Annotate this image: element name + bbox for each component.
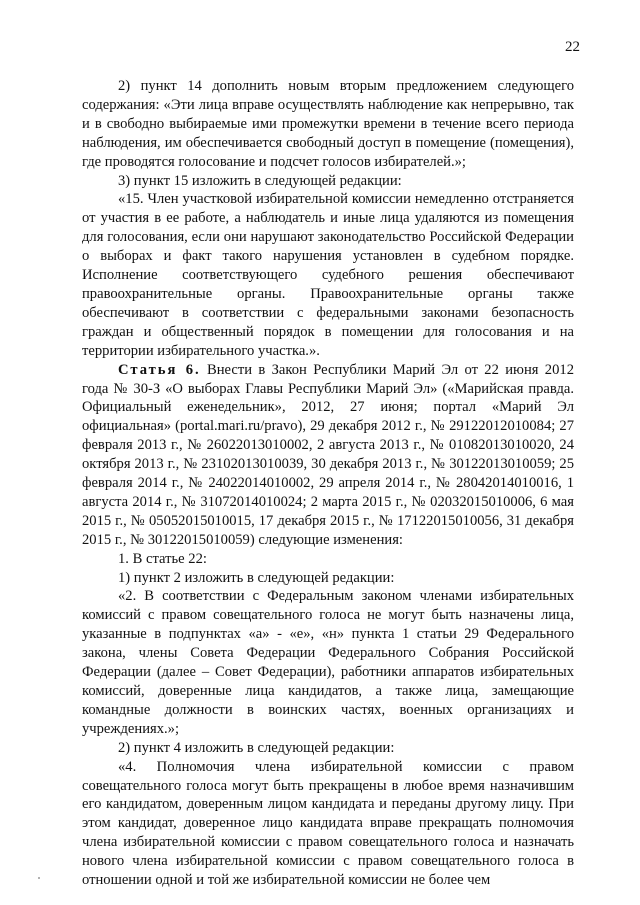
- page-number: 22: [565, 39, 580, 55]
- paragraph-item-15-intro: 3) пункт 15 изложить в следующей редакции:: [118, 172, 402, 189]
- paragraph-item-15-text: «15. Член участковой избирательной комиссии немедленно отстраняется от участия в ее работе, а наблюдатель и иные лица удаляются из помещения для голосования, если они нарушают законодательство Российской Федерации о выборах и факт такого нарушения установлен в судебном порядке. Исполнение соответствующего судебного решения обеспечивают правоохранительные органы. Правоохранительные органы также обеспечивают в соответствии с федеральными законами безопасность граждан и общественный порядок в помещении для голосования и на территории избирательного участка.».: [82, 191, 574, 359]
- article-6-text: Внести в Закон Республики Марий Эл от 22 июня 2012 года № 30-З «О выборах Главы Республики Марий Эл» («Марийская правда. Официальный еженедельник», 2012, 27 июня; портал «Марий Эл официальная» (portal.mari.ru/pravo), 29 декабря 2012 г., № 29122012010084; 27 февраля 2013 г., № 26022013010002, 2 августа 2013 г., № 01082013010020, 24 октября 2013 г., № 23102013010039, 30 декабря 2013 г., № 30122013010059; 25 февраля 2014 г., № 24022014010002, 29 апреля 2014 г., № 28042014010016, 1 августа 2014 г., № 31072014010024; 2 марта 2015 г., № 02032015010006, 6 мая 2015 г., № 05052015010015, 17 декабря 2015 г., № 17122015010056, 31 декабря 2015 г., № 30122015010059) следующие изменения:: [82, 361, 574, 548]
- paragraph-item-2-intro: 1) пункт 2 изложить в следующей редакции:: [118, 569, 395, 586]
- article-6-heading: Статья 6.: [118, 361, 201, 378]
- paragraph-item-14-addition: 2) пункт 14 дополнить новым вторым предложением следующего содержания: «Эти лица вправе осуществлять наблюдение как непрерывно, так и в свободно выбираемые ими промежутки времени в течение всего периода наблюдения, им обеспечивается свободный доступ в помещение (помещения), где проводятся голосование и подсчет голосов избирателей.»;: [82, 78, 574, 170]
- scan-speck: [38, 877, 40, 879]
- document-body: [82, 77, 574, 890]
- paragraph-article-6: [82, 361, 574, 550]
- paragraph-item-4-intro: 2) пункт 4 изложить в следующей редакции:: [118, 739, 395, 756]
- paragraph-item-2-text: «2. В соответствии с Федеральным законом членами избирательных комиссий с правом совещательного голоса не могут быть назначены лица, указанные в подпунктах «а» - «е», «н» пункта 1 статьи 29 Федерального закона, члены Совета Федерации Федерального Собрания Российской Федерации (далее – Совет Федерации), работники аппаратов избирательных комиссий, доверенные лица кандидатов, а также лица, замещающие командные должности в воинских частях, военных организациях и учреждениях.»;: [82, 588, 574, 737]
- paragraph-article-22-intro: 1. В статье 22:: [118, 550, 207, 567]
- paragraph-item-4-text: «4. Полномочия члена избирательной комиссии с правом совещательного голоса могут быть прекращены в любое время назначившим его кандидатом, доверенным лицом кандидата и переданы другому лицу. При этом кандидат, доверенное лицо кандидата вправе прекращать полномочия члена избирательной комиссии с правом совещательного голоса и назначать нового члена избирательной комиссии с правом совещательного голоса в отношении одной и той же избирательной комиссии не более чем: [82, 758, 574, 889]
